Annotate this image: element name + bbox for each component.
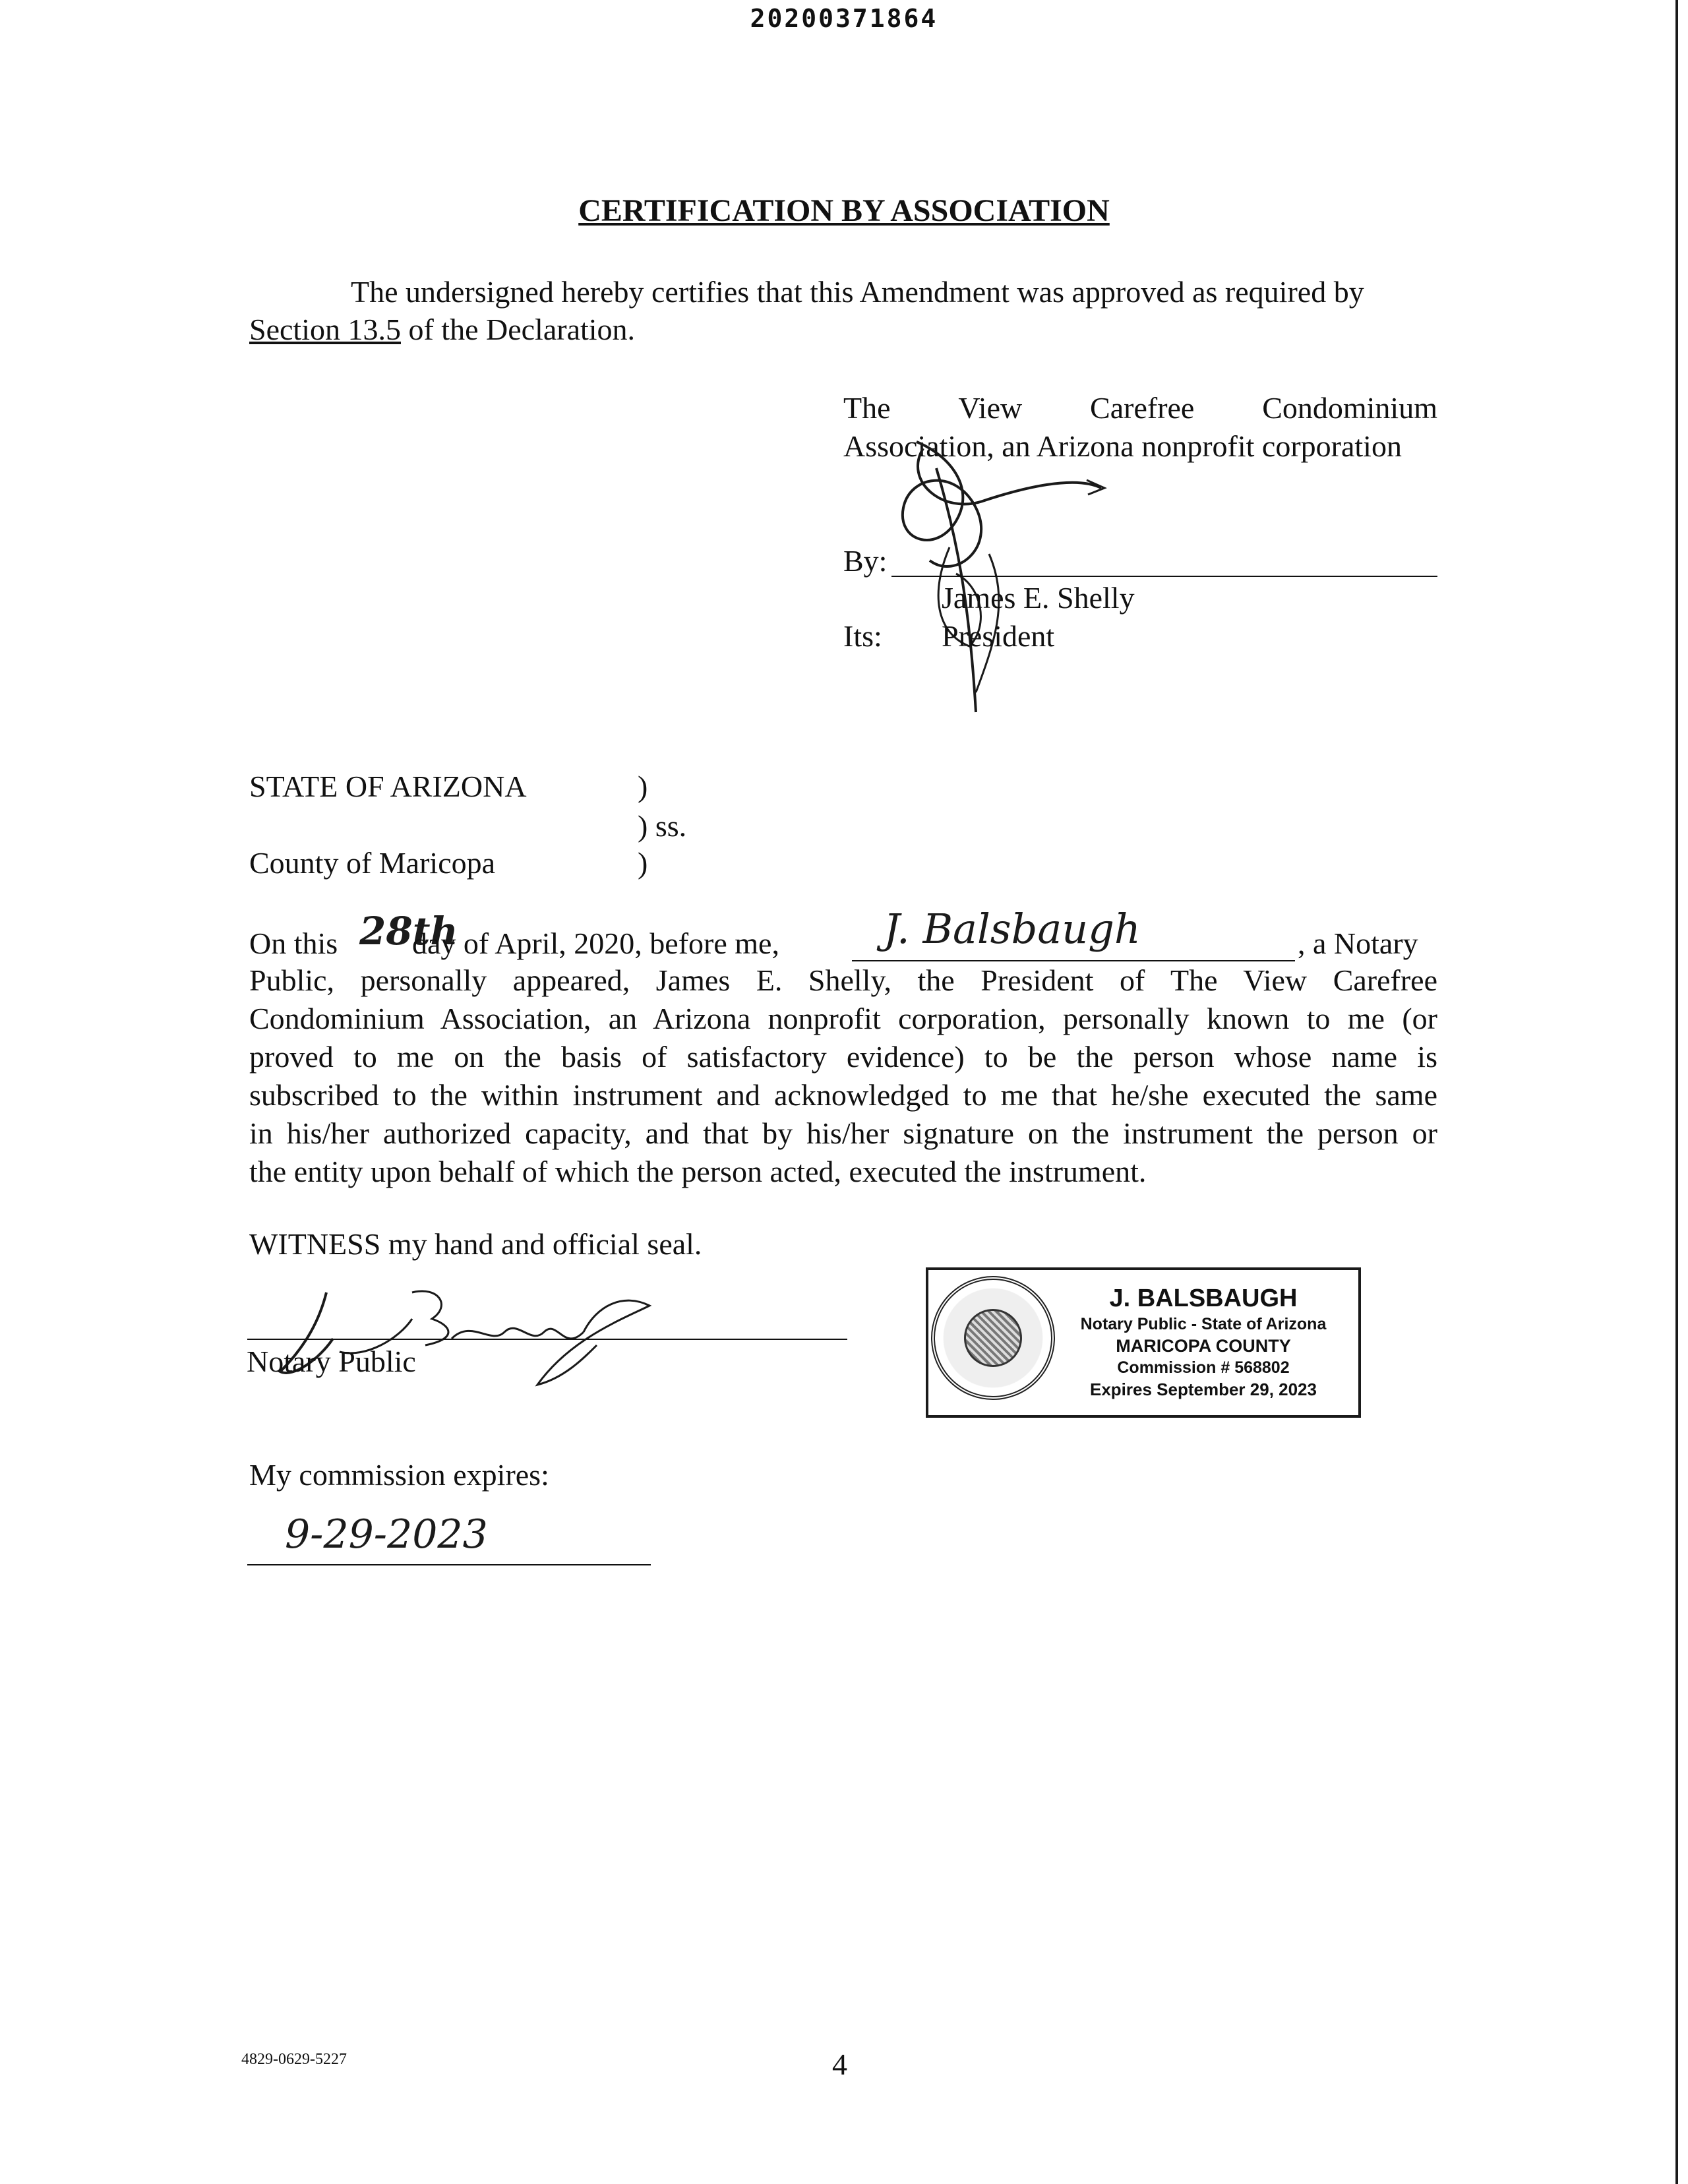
ack-day-handwritten: 28th xyxy=(359,909,458,954)
venue-county: County of Maricopa xyxy=(249,846,496,880)
ack-line-7: the entity upon behalf of which the person acted, executed the instrument. xyxy=(249,1155,1147,1188)
section-reference: Section 13.5 xyxy=(249,313,401,346)
stamp-expires: Expires September 29, 2023 xyxy=(1090,1380,1317,1399)
ack-on-this: On this xyxy=(249,926,338,960)
stamp-county: MARICOPA COUNTY xyxy=(1116,1336,1291,1356)
commission-date-line xyxy=(247,1564,651,1565)
notary-public-label: Notary Public xyxy=(247,1345,416,1378)
president-signature xyxy=(877,429,1128,725)
certification-line-1: The undersigned hereby certifies that this Amendment was approved as required by xyxy=(351,275,1364,309)
word: View xyxy=(958,391,1023,425)
ack-line-6: in his/her authorized capacity, and that by his/her signature on the instrument the person or xyxy=(249,1116,1437,1150)
ack-line-4: proved to me on the basis of satisfactory evidence) to be the person whose name is xyxy=(249,1040,1437,1074)
by-signature-line xyxy=(891,576,1437,577)
association-name-line-2: Association, an Arizona nonprofit corporation xyxy=(843,429,1402,463)
venue-paren-2: ) xyxy=(638,846,648,880)
footer-doc-id: 4829-0629-5227 xyxy=(241,2051,347,2068)
notary-signature-line xyxy=(247,1339,847,1340)
commission-date-handwritten: 9-29-2023 xyxy=(285,1511,488,1558)
venue-ss: ) ss. xyxy=(638,809,687,843)
page-number: 4 xyxy=(832,2048,847,2081)
signer-name: James E. Shelly xyxy=(942,581,1135,615)
stamp-title: Notary Public - State of Arizona xyxy=(1080,1315,1327,1333)
word: Carefree xyxy=(1090,391,1195,425)
recording-number: 20200371864 xyxy=(750,4,938,33)
commission-label: My commission expires: xyxy=(249,1458,549,1492)
document-heading: CERTIFICATION BY ASSOCIATION xyxy=(578,193,1110,228)
stamp-commission: Commission # 568802 xyxy=(1117,1358,1290,1377)
its-label: Its: xyxy=(843,619,882,653)
venue-paren-1: ) xyxy=(638,770,648,803)
word: The xyxy=(843,391,891,425)
witness-line: WITNESS my hand and official seal. xyxy=(249,1227,702,1261)
ack-notary-handwritten: J. Balsbaugh xyxy=(884,905,1141,953)
seal-emblem-icon xyxy=(964,1309,1022,1367)
certification-line-2-rest: of the Declaration. xyxy=(400,313,636,346)
by-label: By: xyxy=(843,544,888,578)
ack-line-5: subscribed to the within instrument and acknowledged to me that he/she executed the same xyxy=(249,1078,1437,1112)
association-name-line-1 xyxy=(843,389,1437,427)
ack-a-notary: , a Notary xyxy=(1298,926,1418,960)
signer-title: President xyxy=(942,619,1055,653)
certification-line-2 xyxy=(249,311,635,349)
ack-line-2: Public, personally appeared, James E. Shelly, the President of The View Carefree xyxy=(249,963,1437,997)
venue-state: STATE OF ARIZONA xyxy=(249,770,527,803)
stamp-name: J. BALSBAUGH xyxy=(1109,1285,1298,1312)
word: Condominium xyxy=(1262,391,1437,425)
ack-day-text: day of April, 2020, before me, xyxy=(412,926,779,960)
ack-line-3: Condominium Association, an Arizona nonprofit corporation, personally known to me (or xyxy=(249,1002,1437,1035)
page-edge-line xyxy=(1675,0,1678,2184)
